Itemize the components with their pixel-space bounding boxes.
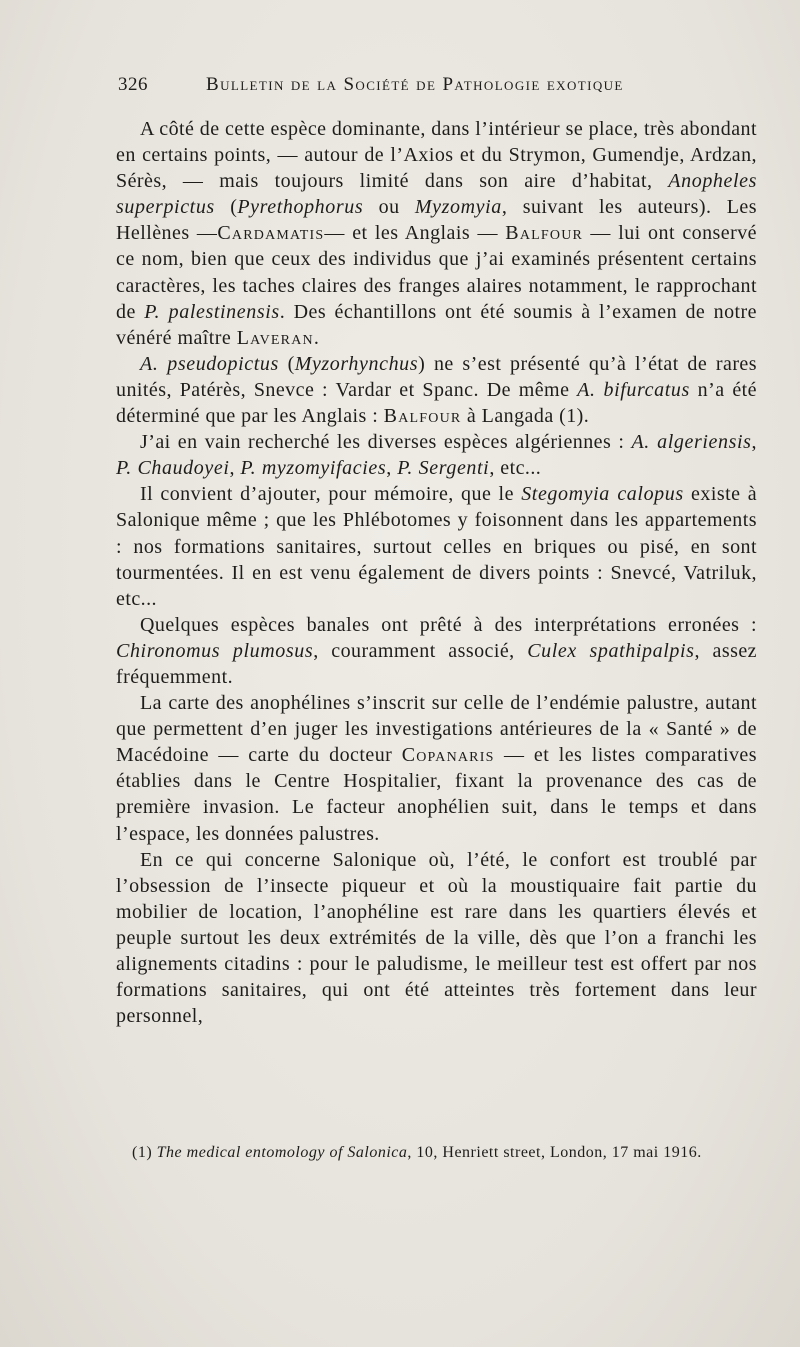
page-header	[118, 74, 678, 102]
paragraph-6: La carte des anophélines s’inscrit sur celle de l’endémie palustre, autant que permettent d’en juger les investigations antérieures de la « Santé » de Macédoine — carte du docteur Copanaris — et les listes comparatives établies dans le Centre Hospitalier, fixant la provenance des cas de première invasion. Le facteur anophélien suit, dans le temps et dans l’espace, les données palustres.	[116, 692, 757, 845]
body-text	[116, 116, 757, 1029]
paragraph-2: A. pseudopictus (Myzorhynchus) ne s’est présenté qu’à l’état de rares unités, Patérès, Snevce : Vardar et Spanc. De même A. bifurcatus n’a été déterminé que par les Anglais : Balfour à Langada (1).	[116, 352, 757, 428]
author-name: Balfour	[383, 405, 462, 428]
paragraph-1: A côté de cette espèce dominante, dans l’intérieur se place, très abondant en certains points, — autour de l’Axios et du Strymon, Gumendje, Ardzan, Sérès, — mais toujours limité dans son aire d’habitat, Anopheles superpictus (Pyrethophorus ou Myzomyia, suivant les auteurs). Les Hellènes —Cardamatis— et les Anglais — Balfour — lui ont conservé ce nom, bien que ceux des individus que j’ai examinés présentent certains caractères, les taches claires des franges alaires notamment, le rapprochant de P. palestinensis. Des échantillons ont été soumis à l’examen de notre vénéré maître Laveran.	[116, 118, 758, 349]
paragraph-5: Quelques espèces banales ont prêté à des interprétations erronées : Chironomus plumosus, couramment associé, Culex spathipalpis, assez fréquemment.	[116, 613, 757, 688]
author-name: Laveran	[236, 326, 314, 349]
paragraph-7: En ce qui concerne Salonique où, l’été, le confort est troublé par l’obsession de l’insecte piqueur et où la moustiquaire fait partie du mobilier de location, l’anophéline est rare dans les quartiers élevés et peuple surtout les deux extrémités de la ville, dès que l’on a franchi les alignements citadins : pour le paludisme, le meilleur test est offert par nos formations sanitaires, qui ont été atteintes très fortement dans leur personnel,	[116, 848, 757, 1028]
running-title: Bulletin de la Société de Pathologie exotique	[206, 74, 624, 95]
author-name: Cardamatis	[217, 222, 325, 245]
page-number: 326	[118, 74, 148, 95]
footnote: (1) The medical entomology of Salonica, 10, Henriett street, London, 17 mai 1916.	[132, 1144, 702, 1161]
author-name: Balfour	[505, 222, 584, 245]
paragraph-3: J’ai en vain recherché les diverses espèces algériennes : A. algeriensis, P. Chaudoyei, P. myzomyifacies, P. Sergenti, etc...	[116, 431, 757, 480]
author-name: Copanaris	[401, 744, 495, 767]
paragraph-4: Il convient d’ajouter, pour mémoire, que le Stegomyia calopus existe à Salonique même ; que les Phlébotomes y foisonnent dans les appartements : nos formations sanitaires, surtout celles en briques ou pisé, en sont tourmentées. Il en est venu également de divers points : Snevcé, Vatriluk, etc...	[116, 483, 758, 610]
